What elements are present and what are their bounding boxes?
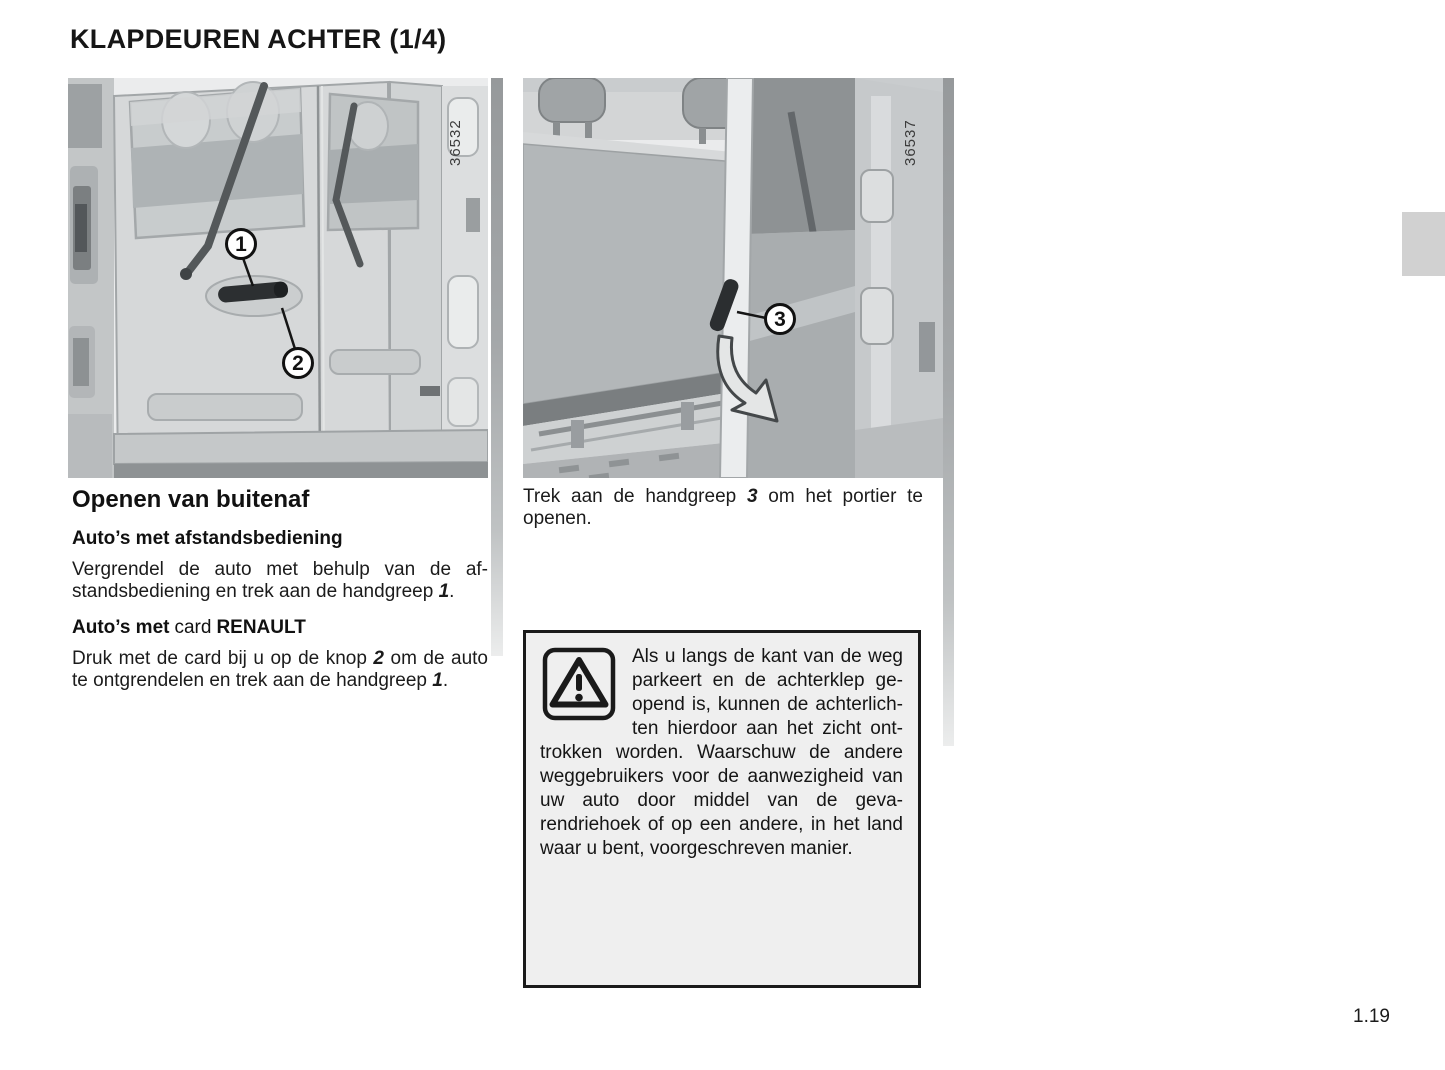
callout-3-inner-handle: 3 [764, 303, 796, 335]
figure-rear-doors-exterior [68, 78, 488, 478]
left-text-column [72, 486, 488, 692]
warning-triangle-icon [542, 647, 616, 721]
page-title: KLAPDEUREN ACHTER (1/4) [70, 24, 447, 54]
van-rear-exterior-illustration [68, 78, 488, 478]
van-interior-illustration [523, 78, 943, 478]
callout-1-handle: 1 [225, 228, 257, 260]
paragraph-remote-control: Vergrendel de auto met behulp van de afstandsbediening en trek aan de handgreep 1. [72, 559, 488, 602]
subheading-card-renault: Auto’s met card RENAULT [72, 617, 306, 638]
card-brand-word: card [174, 617, 212, 638]
handle-ref-1: 1 [438, 581, 450, 602]
right-text-column [523, 486, 923, 530]
callout-2-button: 2 [282, 347, 314, 379]
separator-bar-left [491, 78, 503, 656]
separator-bar-right [943, 78, 954, 746]
handle-ref-1: 1 [432, 670, 443, 691]
handle-ref-3: 3 [746, 486, 758, 507]
figure-number: 36537 [902, 119, 919, 166]
button-ref-2: 2 [373, 648, 384, 669]
subheading-remote-control: Auto’s met afstandsbediening [72, 528, 343, 549]
figure-rear-door-interior [523, 78, 943, 478]
warning-box [523, 630, 921, 988]
section-heading: Openen van buitenaf [72, 486, 310, 513]
chapter-side-tab [1402, 212, 1445, 276]
paragraph-inner-handle: Trek aan de handgreep 3 om het portier te openen. [523, 486, 923, 529]
page-number: 1.19 [1353, 1006, 1390, 1027]
figure-number: 36532 [447, 119, 464, 166]
paragraph-card: Druk met de card bij u op de knop 2 om de auto te ontgrendelen en trek aan de handgreep 1. [72, 648, 489, 691]
warning-text: Als u langs de kant van de weg parkeert en de achterklep geopend is, kunnen de achterlichten hierdoor aan het zicht onttrokken worden. Waarschuw de andere weggebruikers voor de aanwezigheid van uw auto door middel van de gevarendriehoek of op een andere, in het land waar u bent, voorgeschreven manier. [540, 646, 903, 859]
